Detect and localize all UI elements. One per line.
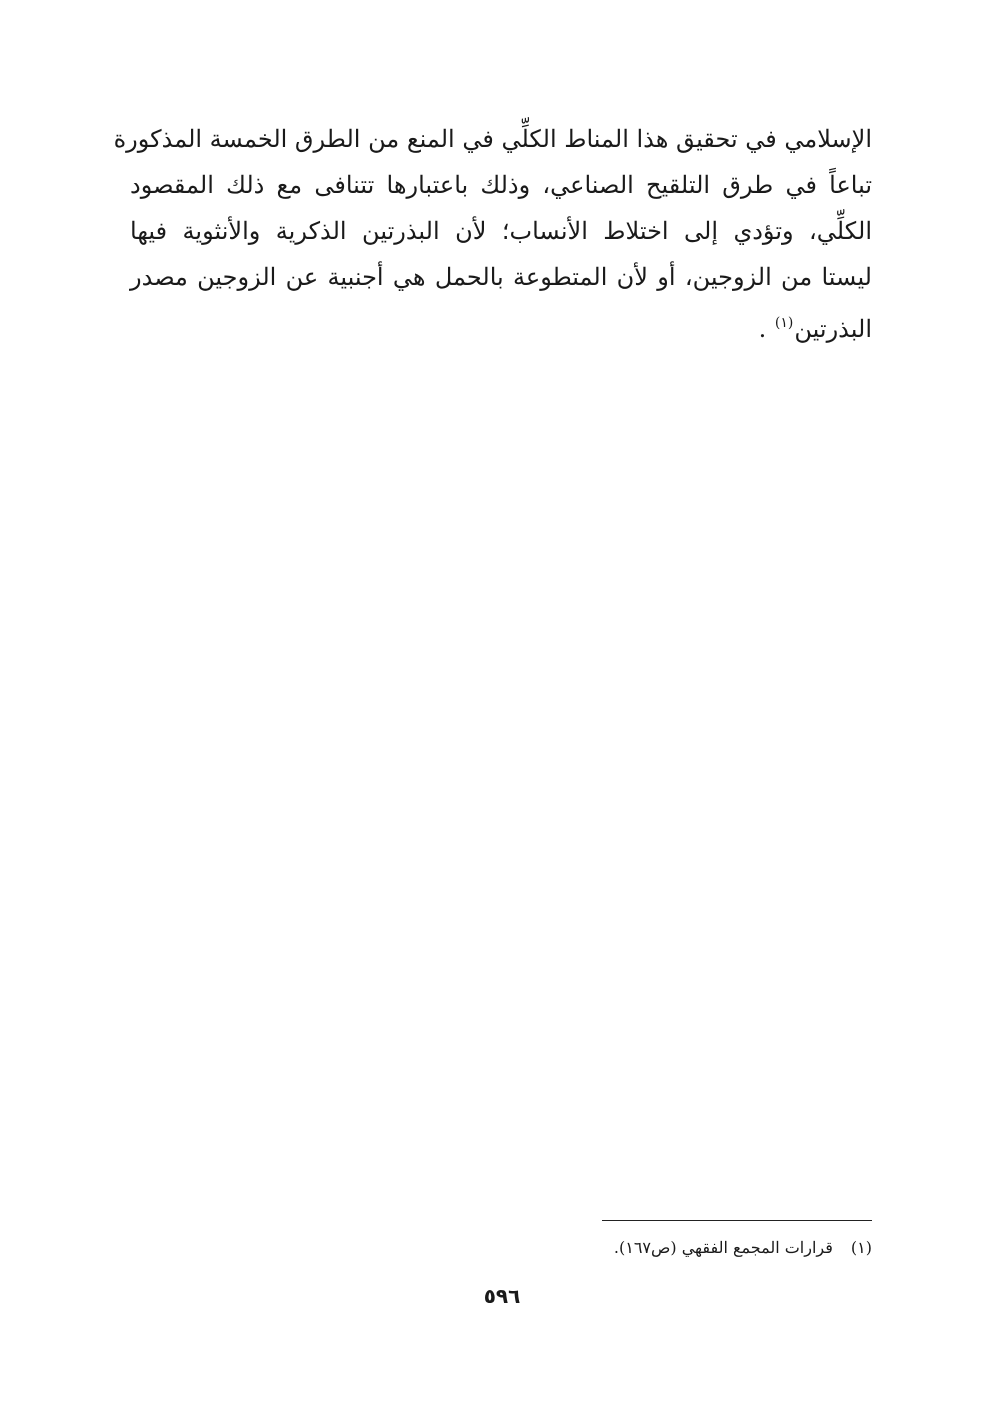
footnote-divider [602, 1220, 872, 1221]
footnote [560, 1236, 872, 1260]
body-line-2: تباعاً في طرق التلقيح الصناعي، وذلك باعتبارها تتنافى مع ذلك المقصود [130, 171, 872, 199]
body-line-3: الكلِّي، وتؤدي إلى اختلاط الأنساب؛ لأن البذرتين الذكرية والأنثوية فيها [130, 217, 872, 245]
page-number: ٥٩٦ [483, 1284, 521, 1308]
footnote-reference[interactable]: (١) [774, 315, 794, 331]
footnote-number: (١) [850, 1238, 872, 1257]
body-line-4: ليستا من الزوجين، أو لأن المتطوعة بالحمل هي أجنبية عن الزوجين مصدر [130, 263, 872, 291]
end-punctuation: . [758, 315, 767, 343]
footnote-text: قرارات المجمع الفقهي (ص١٦٧). [613, 1238, 833, 1257]
body-line-5-text: البذرتين [794, 315, 872, 343]
body-line-5 [130, 300, 872, 346]
body-paragraph [113, 116, 872, 346]
body-line-1: الإسلامي في تحقيق هذا المناط الكلِّي في المنع من الطرق الخمسة المذكورة [113, 125, 872, 153]
